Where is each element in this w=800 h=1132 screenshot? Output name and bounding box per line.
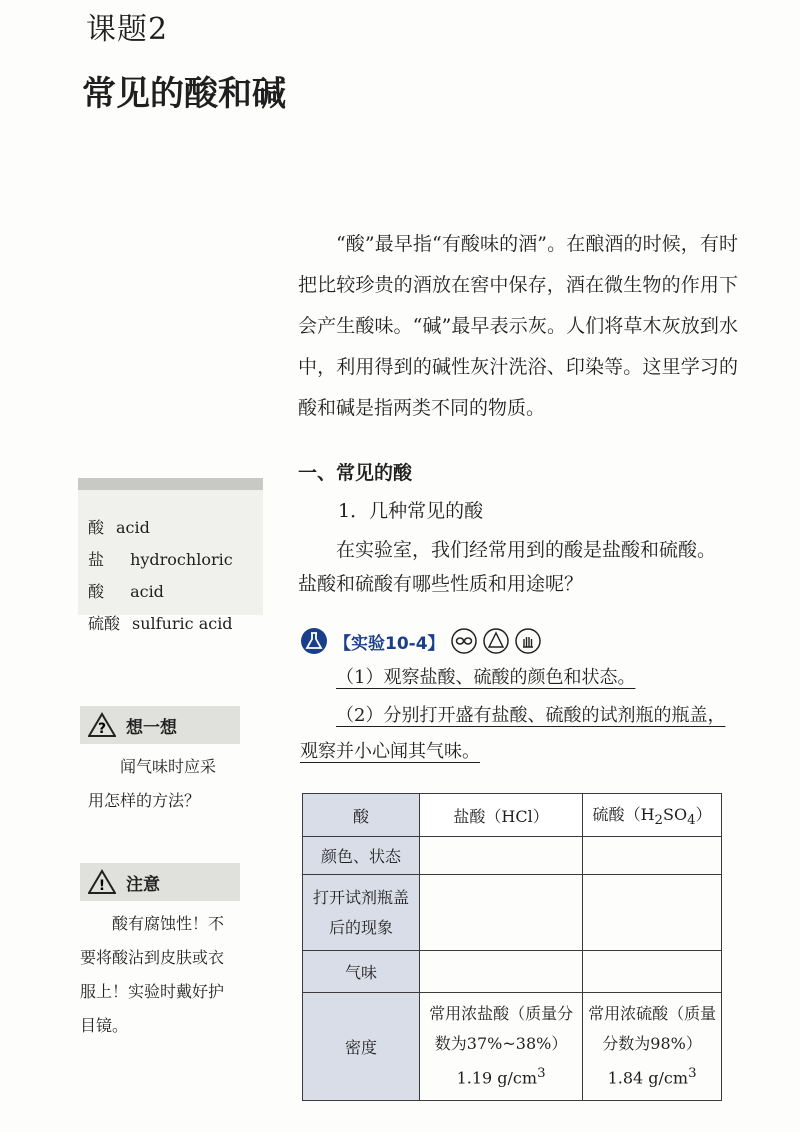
caution-text: 酸有腐蚀性！不要将酸沾到皮肤或衣服上！实验时戴好护目镜。 [80, 914, 225, 1035]
caution-label: 注意 [126, 874, 160, 895]
table-header-acid: 酸 [303, 794, 420, 837]
table-cell [420, 837, 583, 875]
table-header-row [303, 794, 722, 837]
h2so4-formula-post: ） [695, 804, 712, 824]
vocab-en: acid [116, 518, 150, 537]
table-cell [583, 875, 722, 951]
svg-text:!: ! [98, 878, 106, 894]
experiment-step-1 [300, 660, 730, 696]
h2so4-sub1: 2 [654, 813, 664, 829]
h2so4-density-exp: 3 [688, 1066, 697, 1082]
table-cell [420, 875, 583, 951]
section-paragraph: 在实验室，我们经常用到的酸是盐酸和硫酸。盐酸和硫酸有哪些性质和用途呢？ [298, 539, 717, 595]
hcl-density-note: 常用浓盐酸（质量分数为37%~38%） [429, 1004, 574, 1054]
goggles-icon [451, 628, 477, 654]
intro-paragraph: “酸”最早指“有酸味的酒”。在酿酒的时候，有时把比较珍贵的酒放在窖中保存，酒在微生物的作用下会产生酸味。“碱”最早表示灰。人们将草木灰放到水中，利用得到的碱性灰汁洗浴、印染等。这里学习的酸和碱是指两类不同的物质。 [298, 233, 738, 419]
vocab-en: hydrochloric acid [130, 550, 233, 601]
table-cell [583, 951, 722, 993]
h2so4-density-value: 1.84 g/cm [607, 1068, 689, 1088]
row-label-density: 密度 [303, 993, 420, 1101]
warning-icon [88, 869, 116, 895]
corrosive-icon [483, 628, 509, 654]
h2so4-density-note: 常用浓硫酸（质量分数为98%） [588, 1004, 717, 1054]
row-label-color: 颜色、状态 [303, 837, 420, 875]
lesson-number: 课题2 [86, 12, 169, 47]
section-heading: 一、常见的酸 [298, 462, 413, 484]
row-label-phenomenon: 打开试剂瓶盖后的现象 [303, 875, 420, 951]
h2so4-density-value-line [587, 1059, 717, 1093]
experiment-label: 【实验10-4】 [334, 633, 445, 654]
hcl-name: 盐酸 [453, 806, 486, 826]
flask-icon [300, 627, 328, 655]
section-subheading: 1．几种常见的酸 [338, 500, 484, 522]
question-triangle-icon [88, 712, 116, 738]
table-cell [420, 951, 583, 993]
table-header-hcl [420, 794, 583, 837]
h2so4-density-cell [583, 993, 722, 1101]
h2so4-sub2: 4 [687, 813, 696, 829]
lesson-title: 常见的酸和碱 [82, 74, 286, 114]
hand-safety-icon [515, 628, 541, 654]
table-cell [583, 837, 722, 875]
think-header [80, 706, 240, 744]
think-box [80, 706, 240, 818]
experiment-step-2-text: （2）分别打开盛有盐酸、硫酸的试剂瓶的瓶盖，观察并小心闻其气味。 [300, 705, 726, 762]
h2so4-name: 硫酸 [592, 804, 625, 824]
hcl-density-value-line [424, 1059, 578, 1093]
caution-box [80, 863, 240, 1043]
vocab-cn: 硫酸 [88, 614, 121, 633]
table-header-h2so4 [583, 794, 722, 837]
intro-text [298, 224, 738, 429]
think-label: 想一想 [126, 717, 177, 738]
vocab-cn: 盐酸 [88, 550, 105, 601]
experiment-step-2 [300, 698, 730, 770]
row-label-smell: 气味 [303, 951, 420, 993]
vocab-cn: 酸 [88, 518, 105, 537]
vocab-row [78, 544, 263, 608]
experiment-step-1-text: （1）观察盐酸、硫酸的颜色和状态。 [336, 667, 636, 688]
vocabulary-box [78, 478, 263, 633]
table-row [303, 837, 722, 875]
table-row [303, 993, 722, 1101]
vocab-row [78, 608, 263, 640]
hcl-formula: （HCl） [485, 806, 549, 826]
h2so4-formula-mid: SO [663, 804, 688, 824]
table-row [303, 951, 722, 993]
vocab-en: sulfuric acid [132, 614, 233, 633]
hcl-density-value: 1.19 g/cm [456, 1068, 538, 1088]
acid-properties-table [302, 793, 722, 1101]
h2so4-formula-pre: （H [624, 804, 655, 824]
hcl-density-exp: 3 [537, 1066, 546, 1082]
table-row [303, 875, 722, 951]
vocab-row [78, 512, 263, 544]
caution-header [80, 863, 240, 901]
hcl-density-cell [420, 993, 583, 1101]
experiment-header [300, 625, 541, 657]
think-text: 闻气味时应采用怎样的方法？ [88, 757, 217, 810]
svg-text:?: ? [97, 721, 107, 737]
section-paragraph-block [298, 533, 728, 601]
